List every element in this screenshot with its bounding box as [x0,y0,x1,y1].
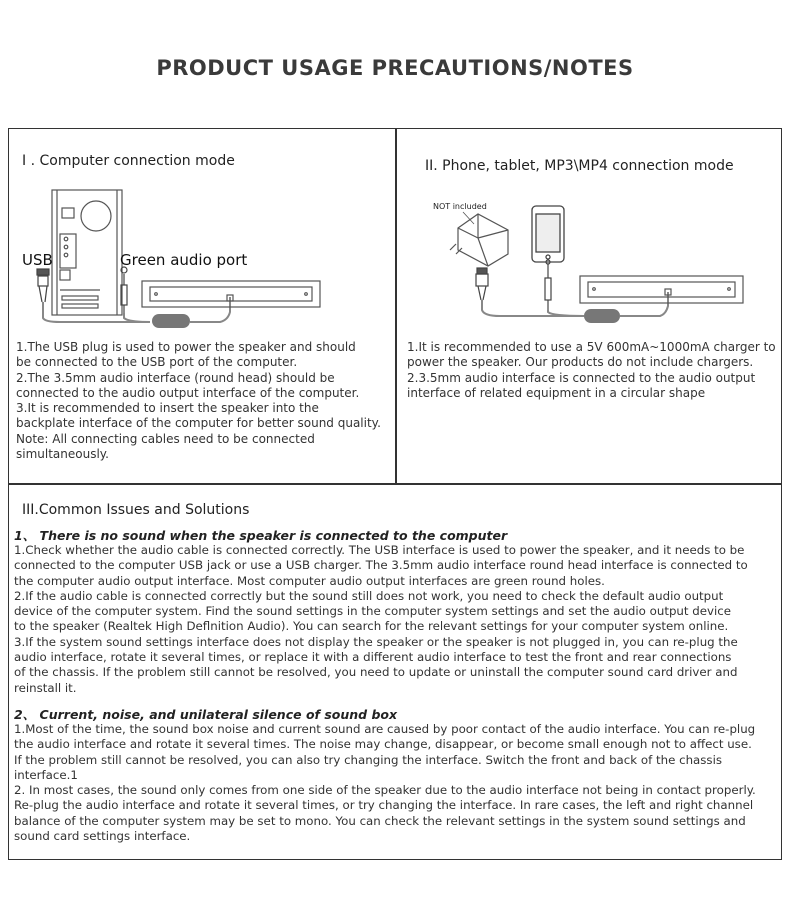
soundbar-icon [580,276,743,303]
section2-heading: II. Phone, tablet, MP3\MP4 connection mode [425,158,734,174]
audio-jack-icon [545,260,551,310]
issue1-heading: 1、 There is no sound when the speaker is connected to the computer [14,528,508,543]
phone-icon [532,206,564,262]
section3-heading: III.Common Issues and Solutions [22,502,250,518]
not-included-label: NOT included [433,202,487,211]
page-title: PRODUCT USAGE PRECAUTIONS/NOTES [156,56,634,80]
section1-notes: 1.The USB plug is used to power the speaker and should be connected to the USB port of the computer. 2.The 3.5mm audio interface (round head) should be connected to the audio output interface of the computer. 3.It is recommended to insert the speaker into the backplate interface of the computer for better sound quality. Note: All connecting cables need to be connected simultaneously. [16,340,381,462]
phone-connection-diagram [0,0,790,340]
green-audio-port-label: Green audio port [120,251,248,269]
usb-label: USB [22,251,53,269]
usb-plug-icon [476,268,488,300]
section1-heading: I . Computer connection mode [22,153,235,169]
issue2-heading: 2、 Current, noise, and unilateral silence of sound box [14,707,398,722]
charger-icon [450,214,508,266]
issue1-text: 1.Check whether the audio cable is connected correctly. The USB interface is used to power the speaker, and it needs to be connected to the computer USB jack or use a USB charger. The 3.5mm audio interface round head interface is connected to the computer audio output interface. Most computer audio output interfaces are green round holes. 2.If the audio cable is connected correctly but the sound still does not work, you need to check the default audio output device of the computer system. Find the sound settings in the computer system settings and set the audio output device to the speaker (Realtek High Deflnition Audio). You can search for the relevant settings for your computer system online. 3.If the system sound settings interface does not display the speaker or the speaker is not plugged in, you can re-plug the audio interface, rotate it several times, or replace it with a different audio interface to test the front and rear connections of the chassis. If the problem still cannot be resolved, you need to update or uninstall the computer sound card driver and reinstall it. [14,543,748,695]
section2-notes: 1.It is recommended to use a 5V 600mA~1000mA charger to power the speaker. Our products do not include chargers. 2.3.5mm audio interface is connected to the audio output interface of related equipment in a circular shape [407,340,776,400]
issue2-text: 1.Most of the time, the sound box noise and current sound are caused by poor contact of the audio interface. You can re-plug the audio interface and rotate it several times. The noise may change, disappear, or become small enough not to affect use. If the problem still cannot be resolved, you can also try changing the interface. Switch the front and back of the chassis interface.1 2. In most cases, the sound only comes from one side of the speaker due to the audio interface not being in contact properly. Re-plug the audio interface and rotate it several times, or try changing the interface. In rare cases, the left and right channel balance of the computer system may be set to mono. You can check the relevant settings in the system sound settings and sound card settings interface. [14,722,756,844]
volume-control-icon [584,309,620,323]
horizontal-divider [8,483,782,485]
